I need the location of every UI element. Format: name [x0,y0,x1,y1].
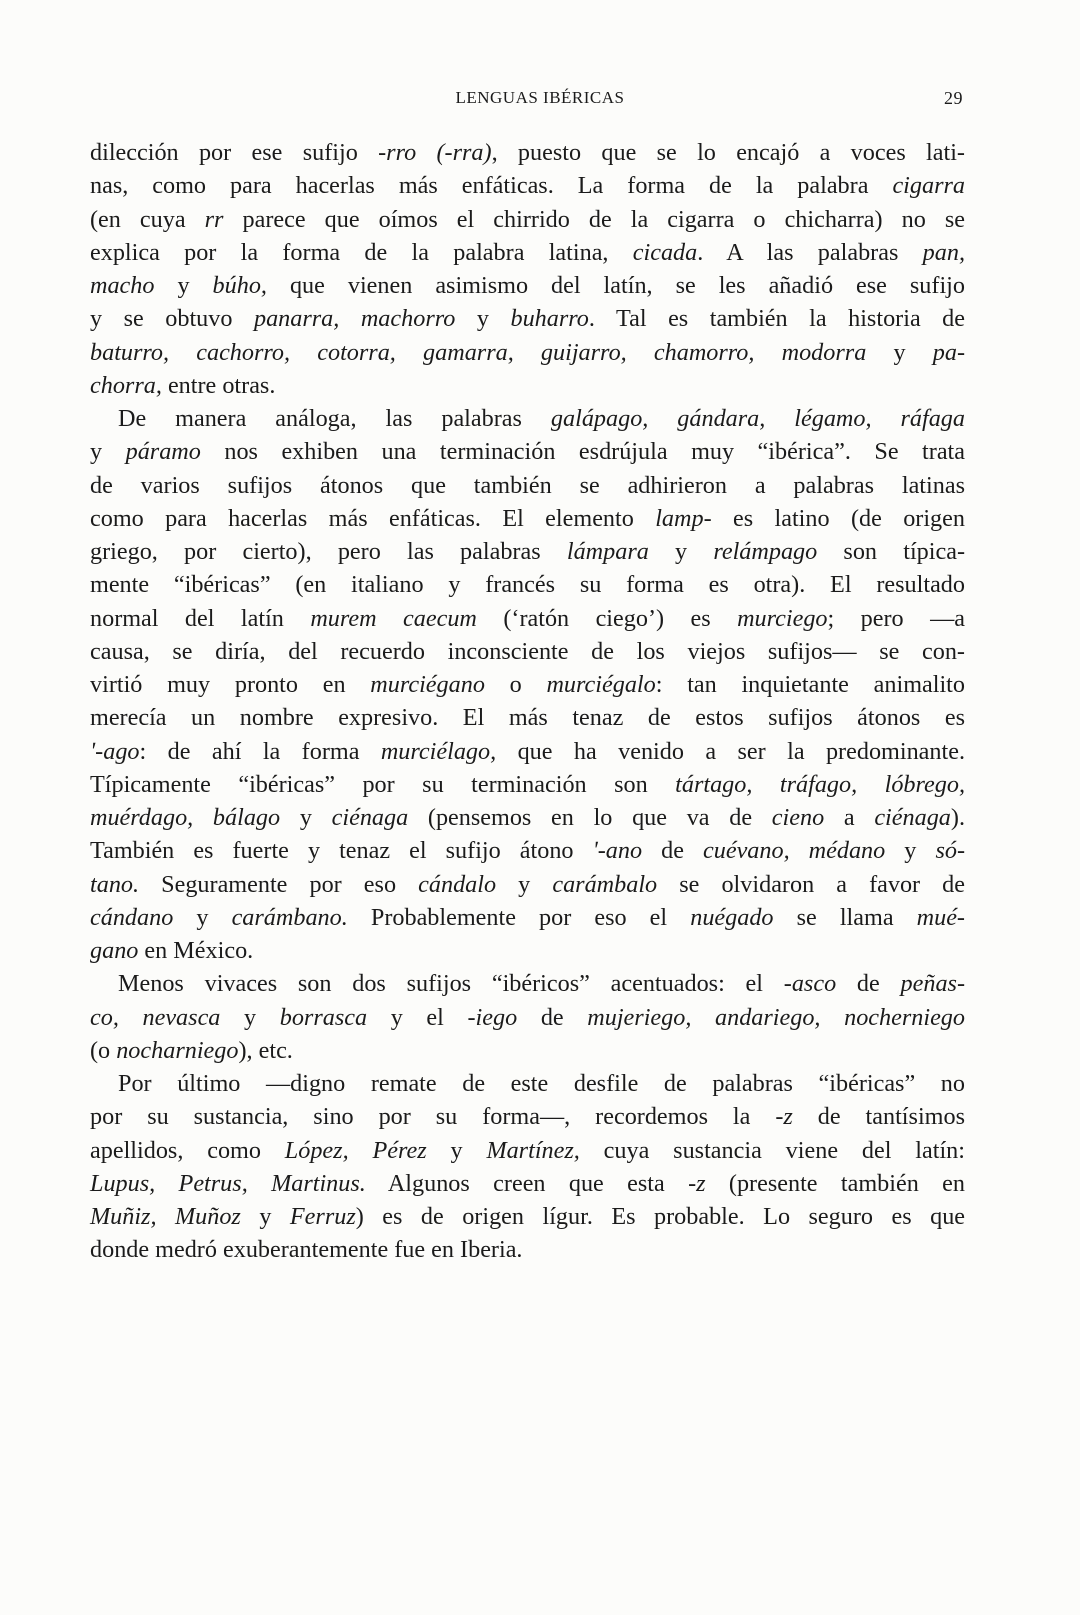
italic-term: galápago, gándara, légamo, ráfaga [550,405,965,432]
text-segment: dilección por ese sufijo [90,139,379,166]
text-segment: Menos vivaces son dos sufijos “ibéricos” acentuados: el [118,970,784,998]
text-line [90,1069,965,1099]
text-line [90,138,965,168]
text-segment: de tantísimos [792,1103,965,1131]
italic-term: -iego [467,1003,518,1031]
italic-term: Ferruz [289,1203,356,1230]
italic-term: borrasca [279,1003,368,1031]
text-segment: . Tal es también la historia de [588,305,966,333]
text-segment: apellidos, como [90,1136,285,1164]
text-segment: que vienen asimismo del latín, se les añadió ese sufijo [266,272,965,299]
italic-term: cuévano, médano [703,837,886,865]
text-line [90,936,965,966]
text-segment: y [455,305,511,333]
text-segment: nas, como para hacerlas más enfáticas. La forma de la palabra [90,172,893,200]
text-segment: : tan inquietante animalito [655,671,965,698]
text-line [90,670,965,700]
text-line [90,969,965,999]
text-segment: Típicamente “ibéricas” por su terminación son [90,770,676,798]
italic-term: cieno [771,804,825,831]
text-line [90,504,965,534]
text-segment: entre otras. [161,371,276,399]
text-segment: También es fuerte y tenaz el sufijo átono [90,837,593,865]
italic-term: co, nevasca [90,1003,221,1031]
text-line [90,537,965,567]
text-segment: y se obtuvo [90,305,254,333]
text-line [90,271,965,301]
text-segment: (presente también en [705,1169,965,1197]
text-line [90,1102,965,1132]
italic-term: muérdago, bálago [90,804,281,831]
italic-term: murciégano [370,671,485,698]
italic-term: macho [90,272,155,299]
text-line [90,1235,965,1265]
text-segment: de [836,970,901,998]
italic-term: -z [688,1169,706,1197]
text-line [90,604,965,634]
text-line [90,770,965,800]
italic-term: carámbano. [231,903,348,931]
text-segment: , puesto que se lo encajó a voces lati- [491,139,965,166]
text-line [90,836,965,866]
text-line [90,1169,965,1199]
text-segment: y el [367,1003,468,1031]
italic-term: -asco [783,970,837,998]
italic-term: ʹ-ano [592,837,643,865]
text-segment: y [240,1203,290,1230]
italic-term: cándano [90,903,174,931]
italic-term: Muñiz, Muñoz [90,1203,241,1230]
italic-term: cándalo [418,870,497,898]
running-header-title: LENGUAS IBÉRICAS [455,88,625,107]
italic-term: Martínez, [486,1136,580,1164]
italic-term: murciégalo [546,671,656,698]
italic-term: cicada [632,238,698,266]
text-segment: : de ahí la forma [139,737,381,765]
text-line [90,371,965,401]
italic-term: murem caecum [310,604,477,632]
italic-term: relámpago [713,538,818,565]
italic-term: López, Pérez [284,1136,427,1164]
text-segment: de [642,837,703,865]
text-segment: Algunos creen que esta [365,1169,689,1197]
text-line [90,637,965,667]
page-number: 29 [944,88,963,108]
italic-term: tártago, tráfago, lóbrego, [675,770,965,798]
italic-term: mujeriego, andariego, nocherniego [587,1003,965,1031]
text-line [90,437,965,467]
text-segment: o [484,671,547,698]
italic-term: murciego [737,604,828,632]
text-segment: a [824,804,875,831]
text-segment: y [648,538,714,565]
text-segment: y [885,837,936,865]
text-line [90,1036,965,1066]
italic-term: buharro [510,305,589,333]
text-line [90,703,965,733]
text-segment: (o [90,1036,117,1064]
italic-term: ciénaga [874,804,951,831]
text-line [90,737,965,767]
text-segment: Probablemente por eso el [347,903,691,931]
text-line [90,1136,965,1166]
italic-term: chorra, [90,371,162,399]
italic-term: murciélago, [380,737,497,765]
text-segment: (pensemos en lo que va de [408,804,772,831]
text-segment: (‘ratón ciego’) es [476,604,738,632]
text-segment: y [220,1003,280,1031]
text-segment: que ha venido a ser la predominante. [496,737,965,765]
text-segment: y [280,804,332,831]
text-line [90,803,965,833]
text-segment: Seguramente por eso [139,870,419,898]
italic-term: lámpara [566,538,649,565]
italic-term: Lupus, Petrus, Martinus. [90,1169,366,1197]
italic-term: tano. [90,870,140,898]
text-segment: mente “ibéricas” (en italiano y francés su forma es otra). El resultado [90,571,965,599]
text-segment: ). [950,804,965,831]
text-segment: de [517,1003,588,1031]
text-segment: ; pero —a [827,604,966,632]
text-segment: y [496,870,553,898]
text-segment: como para hacerlas más enfáticas. El elemento [90,504,656,532]
text-segment: griego, por cierto), pero las palabras [90,538,567,565]
text-line [90,1202,965,1232]
text-segment: De manera análoga, las palabras [118,405,551,432]
text-segment: merecía un nombre expresivo. El más tenaz de estos sufijos átonos es [90,704,965,732]
text-segment: . A las palabras [697,238,923,266]
italic-term: -z [775,1103,793,1131]
text-line [90,404,965,434]
text-line [90,304,965,334]
text-segment: es latino (de origen [711,504,965,532]
text-segment: en México. [138,937,254,964]
text-segment: ) es de origen lígur. Es probable. Lo seguro es que [355,1203,966,1230]
text-segment: ), etc. [238,1036,293,1064]
text-segment: normal del latín [90,604,311,632]
italic-term: cigarra [892,172,965,200]
italic-term: mué- [916,903,965,931]
text-segment: donde medró exuberantemente fue en Iberia. [90,1236,523,1264]
italic-term: gano [90,937,139,964]
text-segment: nos exhiben una terminación esdrújula muy “ibérica”. Se trata [200,438,966,466]
text-segment: de varios sufijos átonos que también se adhirieron a palabras latinas [90,471,965,499]
text-line [90,338,965,368]
italic-term: rr [204,205,224,233]
italic-term: lamp- [655,504,712,532]
text-segment: (en cuya [90,205,205,233]
italic-term: ciénaga [331,804,409,831]
text-segment: parece que oímos el chirrido de la cigarra o chicharra) no se [223,205,966,233]
text-line [90,870,965,900]
text-segment: por su sustancia, sino por su forma—, recordemos la [90,1103,776,1131]
text-line [90,903,965,933]
text-segment: se llama [773,903,917,931]
text-segment: virtió muy pronto en [90,671,371,698]
text-line [90,238,965,268]
italic-term: pan, [922,238,965,266]
italic-term: só- [935,837,965,865]
italic-term: ʹ-ago [90,737,140,765]
text-segment: y [90,438,126,466]
text-segment: y [173,903,232,931]
italic-term: pa- [932,338,965,366]
text-line [90,471,965,501]
text-segment: y [866,338,933,366]
italic-term: panarra, machorro [253,305,456,333]
italic-term: carámbalo [552,870,658,898]
italic-term: nocharniego [116,1036,239,1064]
italic-term: peñas- [900,970,965,998]
italic-term: búho, [212,272,267,299]
text-segment: explica por la forma de la palabra latina, [90,238,633,266]
italic-term: -rro (-rra) [378,139,492,166]
text-segment: se olvidaron a favor de [657,870,966,898]
text-line [90,570,965,600]
text-segment: Por último —digno remate de este desfile de palabras “ibéricas” no [118,1070,965,1097]
text-segment: y [426,1136,487,1164]
text-line [90,171,965,201]
text-line [90,1003,965,1033]
italic-term: páramo [125,438,201,466]
text-segment: cuya sustancia viene del latín: [579,1136,965,1164]
text-segment: causa, se diría, del recuerdo inconsciente de los viejos sufijos— se con- [90,637,965,665]
text-segment: y [154,272,213,299]
text-line [90,205,965,235]
text-segment: son típica- [817,538,966,565]
italic-term: baturro, cachorro, cotorra, gamarra, guijarro, chamorro, modorra [90,338,867,366]
italic-term: nuégado [690,903,774,931]
